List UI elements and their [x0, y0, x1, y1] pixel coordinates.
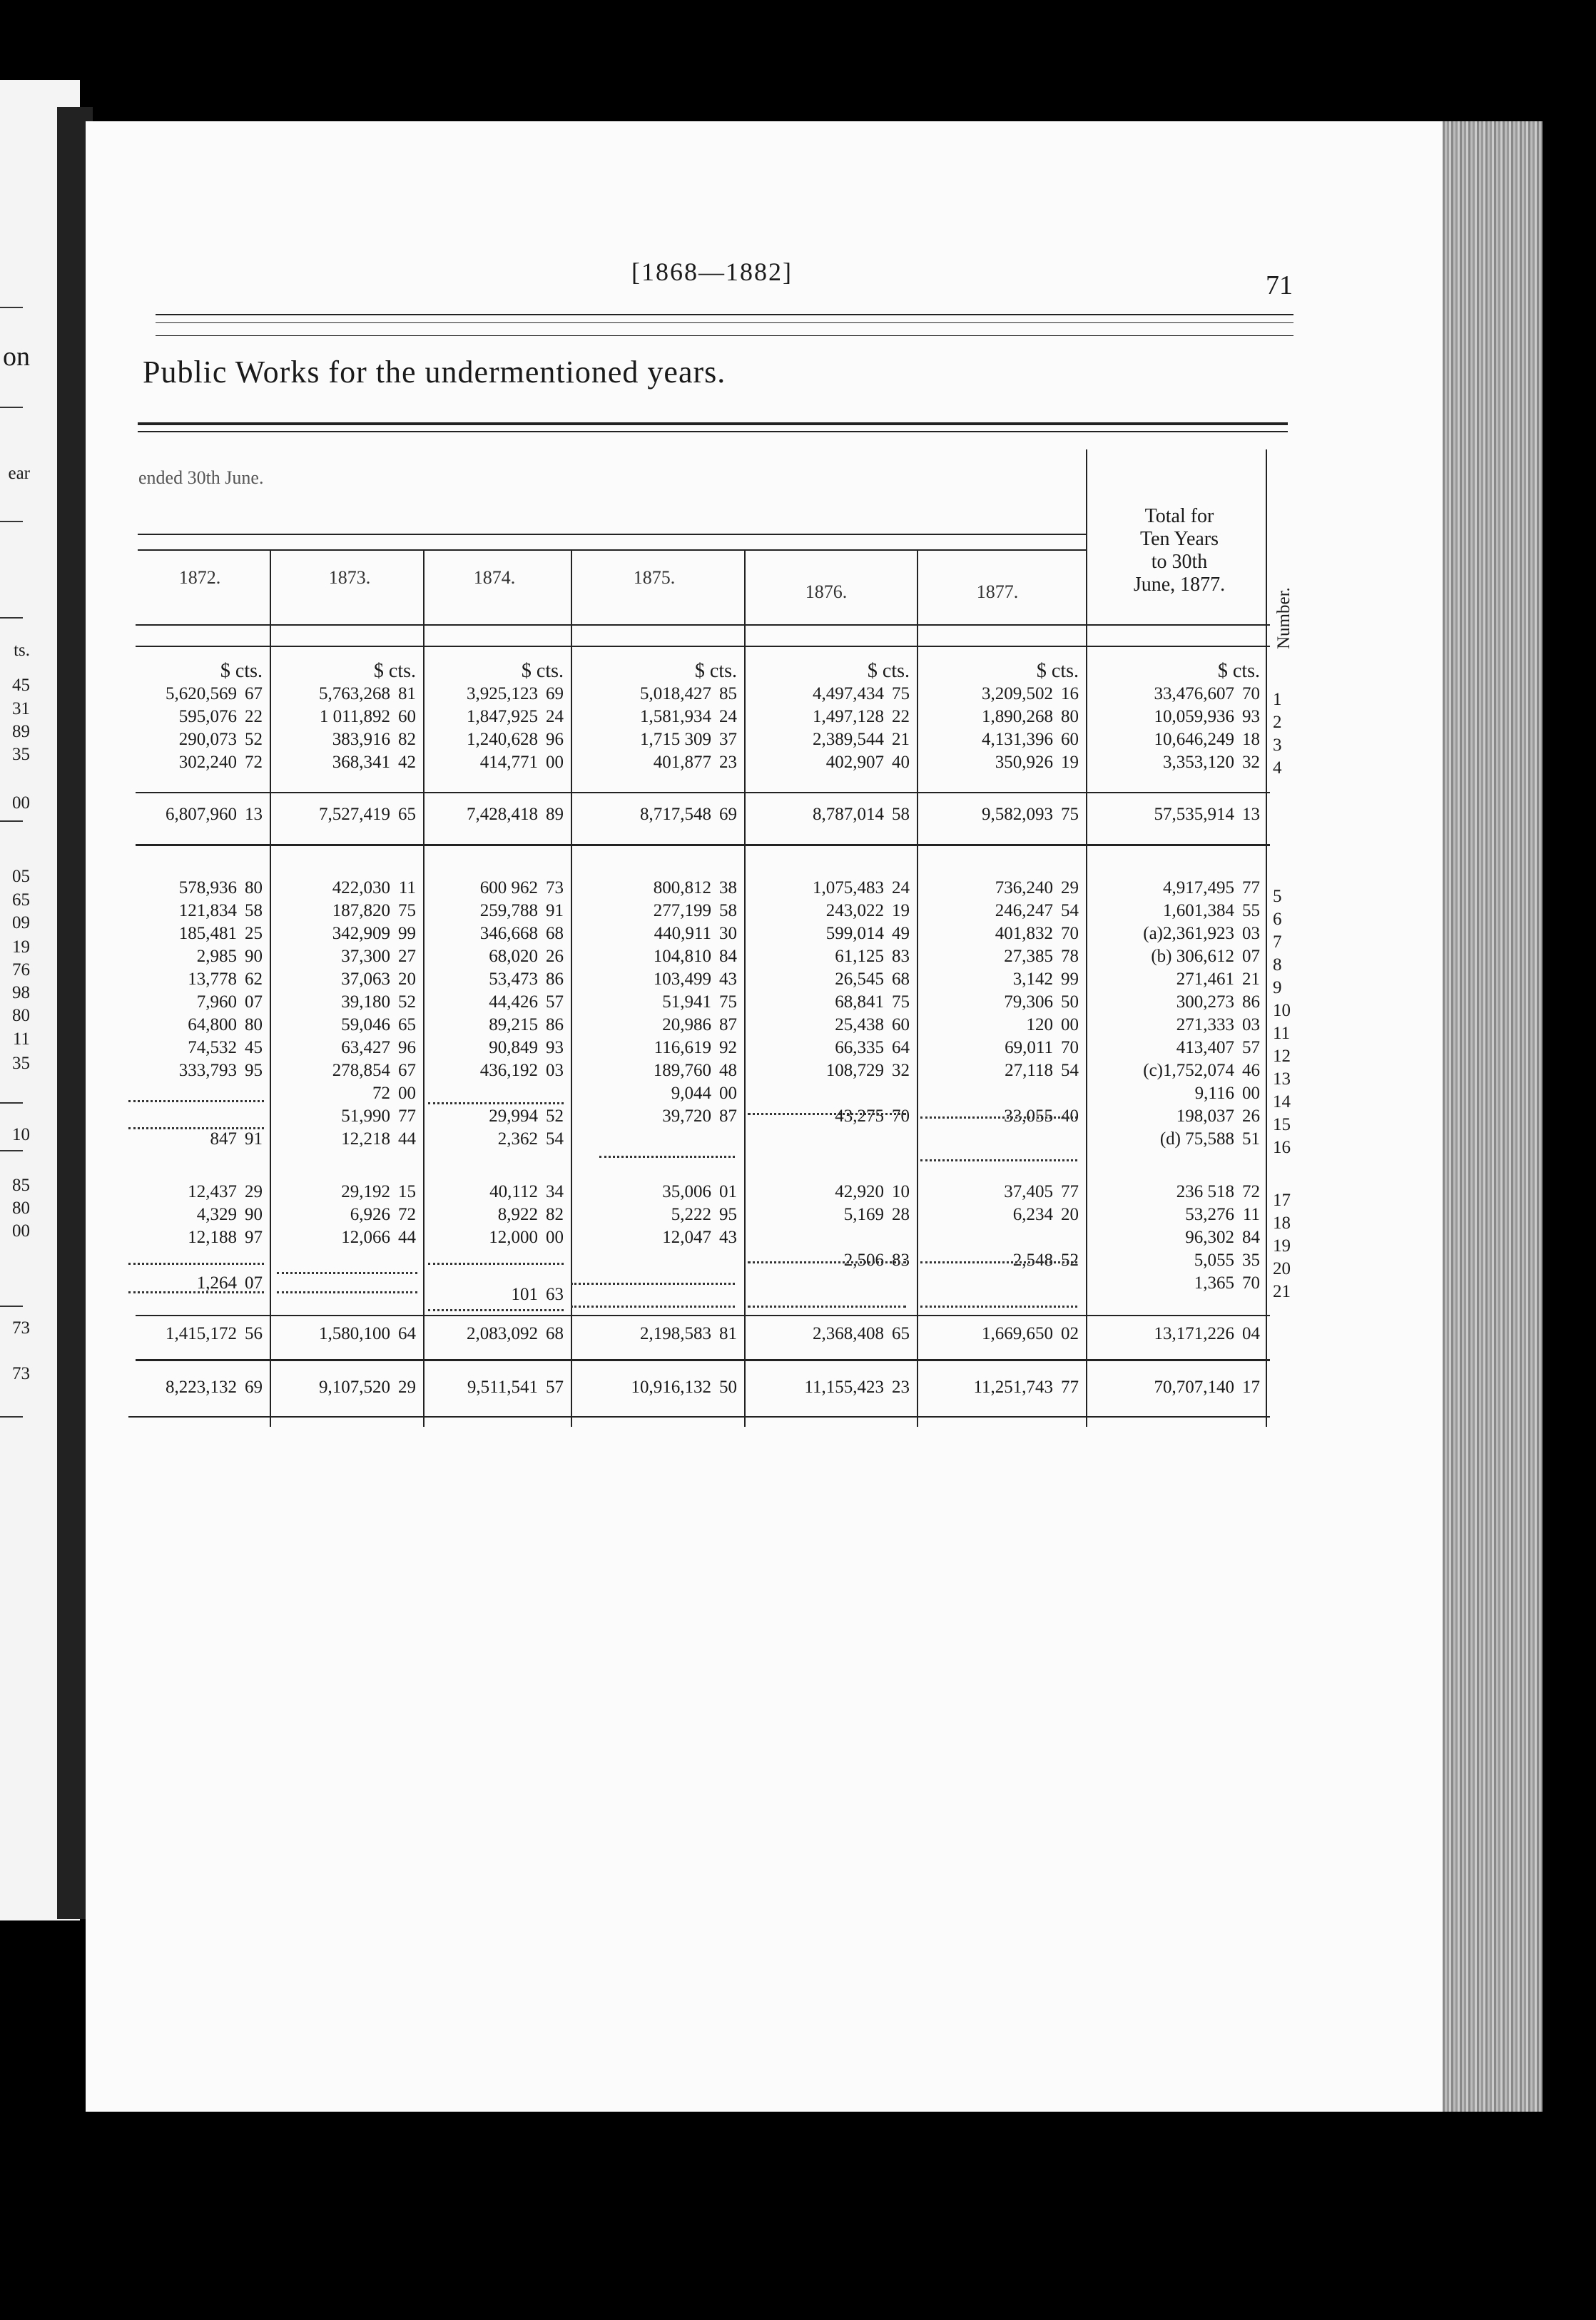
- unit-label: $ cts.: [1036, 660, 1079, 682]
- table-cell: 3,353,120 32: [1163, 753, 1260, 772]
- row-number: 1: [1273, 690, 1282, 709]
- facing-page-fragment: 10: [12, 1125, 30, 1144]
- table-cell: 414,771 00: [479, 753, 564, 772]
- row-number: 4: [1273, 758, 1282, 778]
- table-cell: 29,994 52: [489, 1106, 564, 1126]
- table-cell: 121,834 58: [178, 901, 263, 920]
- grand-total-cell: 70,707,140 17: [1154, 1378, 1260, 1397]
- table-cell: 29,192 15: [341, 1182, 416, 1201]
- table-cell: 2,362 54: [497, 1129, 564, 1149]
- table-cell: 10,646,249 18: [1154, 730, 1260, 749]
- table-cell: 5,055 35: [1194, 1251, 1260, 1270]
- dotted-leader: [128, 1100, 264, 1102]
- table-cell: 277,199 58: [653, 901, 737, 920]
- facing-page-fragment: 65: [12, 890, 30, 910]
- grand-total-cell: 11,251,743 77: [973, 1378, 1079, 1397]
- table-cell: 189,760 48: [653, 1061, 737, 1080]
- subtotal-rule: [136, 1315, 1270, 1316]
- table-cell: 6,234 20: [1012, 1205, 1079, 1224]
- running-head: [1868—1882]: [631, 258, 793, 286]
- unit-label: $ cts.: [220, 660, 263, 682]
- column-group-heading: ended 30th June.: [138, 467, 264, 488]
- table-cell: 68,020 26: [489, 947, 564, 966]
- year-header: 1874.: [473, 567, 516, 588]
- facing-page-fragment: 73: [12, 1318, 30, 1338]
- dotted-leader: [128, 1263, 264, 1265]
- table-cell: 413,407 57: [1176, 1038, 1260, 1057]
- dotted-leader: [277, 1272, 417, 1274]
- table-cell: 37,300 27: [341, 947, 416, 966]
- dotted-leader: [428, 1102, 564, 1104]
- table-cell: 1,240,628 96: [467, 730, 564, 749]
- table-cell: 440,911 30: [654, 924, 737, 943]
- table-cell: 2,506 83: [843, 1251, 910, 1270]
- head-rule: [156, 314, 1293, 315]
- row-number: 17: [1273, 1191, 1291, 1210]
- table-cell: 37,063 20: [341, 970, 416, 989]
- table-cell: 1 011,892 60: [319, 707, 416, 726]
- table-cell: 12,000 00: [489, 1228, 564, 1247]
- table-cell: 39,180 52: [341, 992, 416, 1012]
- table-cell: 4,131,396 60: [982, 730, 1079, 749]
- subtotal-cell: 8,787,014 58: [813, 805, 910, 824]
- table-cell: 5,222 95: [671, 1205, 737, 1224]
- table-cell: 2,985 90: [196, 947, 263, 966]
- table-cell: 2,389,544 21: [813, 730, 910, 749]
- year-header: 1872.: [178, 567, 221, 588]
- row-number: 14: [1273, 1092, 1291, 1111]
- row-number: 16: [1273, 1138, 1291, 1157]
- subtotal-cell: 1,580,100 64: [319, 1324, 416, 1343]
- table-cell: 401,832 70: [995, 924, 1079, 943]
- subtotal-rule: [136, 792, 1270, 793]
- table-cell: 346,668 68: [479, 924, 564, 943]
- row-number: 13: [1273, 1069, 1291, 1089]
- table-cell: 12,066 44: [341, 1228, 416, 1247]
- row-number: 8: [1273, 955, 1282, 975]
- table-cell: 271,333 03: [1176, 1015, 1260, 1034]
- row-number: 11: [1273, 1024, 1291, 1043]
- dotted-leader: [571, 1283, 735, 1285]
- table-cell: 44,426 57: [489, 992, 564, 1012]
- table-cell: 101 63: [511, 1285, 564, 1304]
- facing-page-rule: [0, 820, 23, 822]
- table-cell: 69,011 70: [1005, 1038, 1079, 1057]
- dotted-leader: [599, 1156, 735, 1158]
- table-cell: 8,922 82: [497, 1205, 564, 1224]
- header-rule: [138, 534, 1087, 535]
- page-edge: [1443, 121, 1542, 2112]
- table-cell: 271,461 21: [1176, 970, 1260, 989]
- facing-page-rule: [0, 1416, 23, 1418]
- table-cell: 12,188 97: [188, 1228, 263, 1247]
- header-rule: [138, 549, 1087, 551]
- dotted-leader: [920, 1261, 1077, 1263]
- grand-total-cell: 8,223,132 69: [166, 1378, 263, 1397]
- dotted-leader: [277, 1291, 417, 1293]
- table-cell: 66,335 64: [835, 1038, 910, 1057]
- table-cell: (d) 75,588 51: [1159, 1129, 1260, 1149]
- facing-page-fragment: 11: [12, 1029, 30, 1049]
- table-cell: 368,341 42: [332, 753, 416, 772]
- table-cell: 236 518 72: [1176, 1182, 1260, 1201]
- table-cell: 33,476,607 70: [1154, 684, 1260, 703]
- subtotal-cell: 1,415,172 56: [166, 1324, 263, 1343]
- table-cell: 1,890,268 80: [982, 707, 1079, 726]
- facing-page-rule: [0, 1306, 23, 1307]
- table-cell: 243,022 19: [825, 901, 910, 920]
- table-cell: 39,720 87: [662, 1106, 737, 1126]
- facing-page-rule: [0, 1150, 23, 1151]
- facing-page-fragment: 80: [12, 1199, 30, 1218]
- subtotal-cell: 13,171,226 04: [1154, 1324, 1260, 1343]
- table-cell: 300,273 86: [1176, 992, 1260, 1012]
- table-cell: (c)1,752,074 46: [1143, 1061, 1260, 1080]
- table-cell: 383,916 82: [332, 730, 416, 749]
- year-header: 1877.: [976, 581, 1019, 602]
- facing-page-rule: [0, 617, 23, 619]
- table-cell: 43,275 70: [835, 1106, 910, 1126]
- year-header: 1875.: [633, 567, 676, 588]
- row-number: 9: [1273, 978, 1282, 997]
- subtotal-cell: 1,669,650 02: [982, 1324, 1079, 1343]
- facing-page-rule: [0, 1102, 23, 1104]
- table-cell: 278,854 67: [332, 1061, 416, 1080]
- column-rule: [1266, 549, 1267, 1427]
- table-cell: 4,917,495 77: [1163, 878, 1260, 897]
- dotted-leader: [428, 1263, 564, 1265]
- dotted-leader: [128, 1127, 264, 1129]
- subtotal-rule: [136, 844, 1270, 846]
- subtotal-cell: 7,527,419 65: [319, 805, 416, 824]
- table-cell: (a)2,361,923 03: [1143, 924, 1260, 943]
- table-cell: 402,907 40: [825, 753, 910, 772]
- table-cell: 61,125 83: [835, 947, 910, 966]
- number-header-label: Number.: [1274, 587, 1293, 649]
- table-cell: 1,601,384 55: [1163, 901, 1260, 920]
- year-rule: [136, 646, 1270, 647]
- title-rule: [138, 422, 1288, 425]
- row-number: 18: [1273, 1214, 1291, 1233]
- table-cell: 79,306 50: [1004, 992, 1079, 1012]
- table-cell: 103,499 43: [653, 970, 737, 989]
- table-cell: 59,046 65: [341, 1015, 416, 1034]
- facing-page-rule: [0, 521, 23, 522]
- table-cell: 33,055 40: [1004, 1106, 1079, 1126]
- row-number: 20: [1273, 1259, 1291, 1278]
- row-number: 12: [1273, 1047, 1291, 1066]
- table-cell: 3,209,502 16: [982, 684, 1079, 703]
- subtotal-cell: 2,368,408 65: [813, 1324, 910, 1343]
- total-header-line: Ten Years: [1139, 528, 1219, 550]
- table-cell: 3,925,123 69: [467, 684, 564, 703]
- row-number: 7: [1273, 932, 1282, 952]
- table-cell: 64,800 80: [188, 1015, 263, 1034]
- dotted-leader: [920, 1159, 1077, 1161]
- grand-total-cell: 9,511,541 57: [467, 1378, 564, 1397]
- table-cell: 10,059,936 93: [1154, 707, 1260, 726]
- table-cell: 120 00: [1026, 1015, 1079, 1034]
- table-cell: 5,169 28: [843, 1205, 910, 1224]
- table-cell: 116,619 92: [654, 1038, 737, 1057]
- row-number: 2: [1273, 713, 1282, 732]
- table-cell: 736,240 29: [995, 878, 1079, 897]
- table-cell: 1,581,934 24: [640, 707, 737, 726]
- row-number: 19: [1273, 1236, 1291, 1256]
- table-cell: 599,014 49: [825, 924, 910, 943]
- table-cell: 800,812 38: [653, 878, 737, 897]
- year-rule: [136, 624, 1270, 626]
- table-cell: 63,427 96: [341, 1038, 416, 1057]
- table-cell: 90,849 93: [489, 1038, 564, 1057]
- subtotal-cell: 57,535,914 13: [1154, 805, 1260, 824]
- dotted-leader: [748, 1113, 906, 1115]
- table-cell: 9,044 00: [671, 1084, 737, 1103]
- unit-label: $ cts.: [1217, 660, 1260, 682]
- table-cell: 9,116 00: [1194, 1084, 1260, 1103]
- table-cell: 96,302 84: [1185, 1228, 1260, 1247]
- row-number: 21: [1273, 1282, 1291, 1301]
- subtotal-rule: [136, 1359, 1270, 1361]
- facing-page-fragment: 09: [12, 913, 30, 932]
- table-cell: 20,986 87: [662, 1015, 737, 1034]
- table-cell: 333,793 95: [178, 1061, 263, 1080]
- table-cell: 12,047 43: [662, 1228, 737, 1247]
- grand-total-rule: [128, 1416, 1270, 1418]
- table-cell: 6,926 72: [350, 1205, 416, 1224]
- dotted-leader: [920, 1116, 1077, 1119]
- table-cell: 108,729 32: [825, 1061, 910, 1080]
- subtotal-cell: 8,717,548 69: [640, 805, 737, 824]
- table-cell: 68,841 75: [835, 992, 910, 1012]
- table-cell: 436,192 03: [479, 1061, 564, 1080]
- table-cell: 302,240 72: [178, 753, 263, 772]
- table-cell: 5,763,268 81: [319, 684, 416, 703]
- year-header: 1873.: [328, 567, 371, 588]
- table-cell: 4,329 90: [196, 1205, 263, 1224]
- table-cell: 4,497,434 75: [813, 684, 910, 703]
- table-cell: 578,936 80: [178, 878, 263, 897]
- facing-page-fragment: 76: [12, 960, 30, 980]
- dotted-leader: [428, 1309, 564, 1311]
- page-number: 71: [1266, 270, 1293, 300]
- table-cell: 26,545 68: [835, 970, 910, 989]
- head-rule-3: [156, 335, 1293, 336]
- table-cell: 104,810 84: [653, 947, 737, 966]
- facing-page-fragment: 35: [12, 1054, 30, 1073]
- row-number: 10: [1273, 1001, 1291, 1020]
- table-cell: 53,276 11: [1185, 1205, 1260, 1224]
- facing-page-fragment: 00: [12, 793, 30, 813]
- year-header: 1876.: [805, 581, 848, 602]
- total-header-line: June, 1877.: [1133, 574, 1226, 596]
- grand-total-cell: 10,916,132 50: [631, 1378, 737, 1397]
- unit-label: $ cts.: [521, 660, 564, 682]
- grand-total-cell: 11,155,423 23: [804, 1378, 910, 1397]
- facing-page-rule: [0, 407, 23, 408]
- title-rule-2: [138, 431, 1288, 432]
- number-header: [1269, 542, 1297, 656]
- table-cell: 342,909 99: [332, 924, 416, 943]
- facing-page-fragment: ear: [8, 464, 30, 483]
- table-cell: 35,006 01: [662, 1182, 737, 1201]
- facing-page-fragment: 45: [12, 676, 30, 695]
- table-cell: 12,437 29: [188, 1182, 263, 1201]
- table-cell: 1,497,128 22: [813, 707, 910, 726]
- table-cell: 13,778 62: [188, 970, 263, 989]
- table-cell: 600 962 73: [479, 878, 564, 897]
- table-cell: 185,481 25: [178, 924, 263, 943]
- table-cell: 12,218 44: [341, 1129, 416, 1149]
- table-cell: 25,438 60: [835, 1015, 910, 1034]
- subtotal-cell: 2,083,092 68: [467, 1324, 564, 1343]
- table-cell: 27,118 54: [1005, 1061, 1079, 1080]
- table-cell: 246,247 54: [995, 901, 1079, 920]
- subtotal-cell: 9,582,093 75: [982, 805, 1079, 824]
- facing-page-fragment: 89: [12, 722, 30, 741]
- table-cell: 40,112 34: [489, 1182, 564, 1201]
- table-cell: 42,920 10: [835, 1182, 910, 1201]
- row-number: 3: [1273, 736, 1282, 755]
- row-number: 15: [1273, 1115, 1291, 1134]
- table-cell: 51,941 75: [662, 992, 737, 1012]
- table-cell: 290,073 52: [178, 730, 263, 749]
- unit-label: $ cts.: [694, 660, 737, 682]
- table-cell: 422,030 11: [332, 878, 416, 897]
- table-cell: 37,405 77: [1004, 1182, 1079, 1201]
- table-cell: 1,264 07: [196, 1273, 263, 1293]
- subtotal-cell: 7,428,418 89: [467, 805, 564, 824]
- total-header: [1087, 505, 1271, 596]
- dotted-leader: [128, 1291, 264, 1293]
- table-cell: 259,788 91: [479, 901, 564, 920]
- table-cell: 595,076 22: [178, 707, 263, 726]
- table-cell: 27,385 78: [1004, 947, 1079, 966]
- facing-page-fragment: on: [3, 342, 30, 372]
- unit-label: $ cts.: [867, 660, 910, 682]
- head-rule-2: [156, 322, 1293, 323]
- column-rule: [1266, 449, 1267, 549]
- facing-page-fragment: ts.: [14, 641, 30, 660]
- subtotal-cell: 6,807,960 13: [166, 805, 263, 824]
- table-cell: 2,548 52: [1012, 1251, 1079, 1270]
- table-cell: 187,820 75: [332, 901, 416, 920]
- facing-page-fragment: 73: [12, 1364, 30, 1383]
- facing-page-fragment: 05: [12, 867, 30, 886]
- total-header-line: to 30th: [1151, 551, 1208, 573]
- facing-page-fragment: 35: [12, 745, 30, 764]
- subtotal-cell: 2,198,583 81: [640, 1324, 737, 1343]
- unit-label: $ cts.: [373, 660, 416, 682]
- facing-page-fragment: 00: [12, 1221, 30, 1241]
- page-title: Public Works for the undermentioned years.: [143, 355, 726, 390]
- table-cell: 7,960 07: [196, 992, 263, 1012]
- table-cell: (b) 306,612 07: [1151, 947, 1260, 966]
- table-cell: 5,018,427 85: [640, 684, 737, 703]
- facing-page-fragment: 98: [12, 983, 30, 1002]
- table-cell: 51,990 77: [341, 1106, 416, 1126]
- table-cell: 53,473 86: [489, 970, 564, 989]
- table-cell: 1,715 309 37: [640, 730, 737, 749]
- dotted-leader: [748, 1261, 906, 1263]
- dotted-leader: [748, 1306, 906, 1308]
- table-cell: 89,215 86: [489, 1015, 564, 1034]
- row-number: 6: [1273, 910, 1282, 929]
- facing-page-fragment: 80: [12, 1006, 30, 1025]
- total-header-line: Total for: [1144, 505, 1214, 527]
- facing-page-fragment: 85: [12, 1176, 30, 1195]
- facing-page-fragment: 19: [12, 937, 30, 957]
- table-cell: 350,926 19: [995, 753, 1079, 772]
- table-cell: 847 91: [210, 1129, 263, 1149]
- table-cell: 5,620,569 67: [166, 684, 263, 703]
- facing-page-rule: [0, 307, 23, 308]
- table-cell: 401,877 23: [653, 753, 737, 772]
- facing-page-fragment: 31: [12, 699, 30, 718]
- table-cell: 198,037 26: [1176, 1106, 1260, 1126]
- table-cell: 74,532 45: [188, 1038, 263, 1057]
- table-cell: 1,847,925 24: [467, 707, 564, 726]
- grand-total-cell: 9,107,520 29: [319, 1378, 416, 1397]
- table-cell: 1,075,483 24: [813, 878, 910, 897]
- table-cell: 1,365 70: [1194, 1273, 1260, 1293]
- row-number: 5: [1273, 887, 1282, 906]
- table-cell: 3,142 99: [1012, 970, 1079, 989]
- dotted-leader: [571, 1306, 735, 1308]
- table-cell: 72 00: [372, 1084, 416, 1103]
- dotted-leader: [920, 1306, 1077, 1308]
